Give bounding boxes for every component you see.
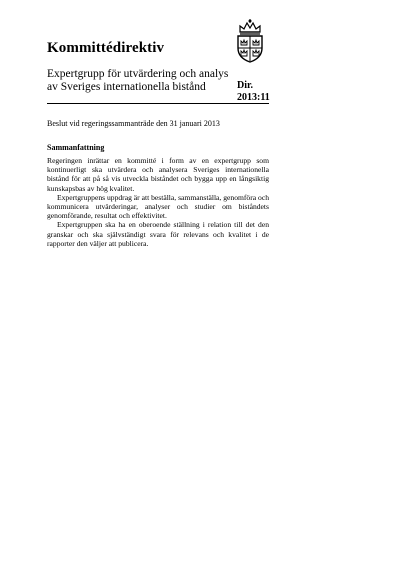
directive-label: Dir.: [237, 80, 254, 91]
swedish-coat-of-arms-icon: [232, 18, 268, 64]
directive-number: 2013:11: [237, 91, 270, 103]
summary-paragraph: Regeringen inrättar en kommitté i form av en expertgrupp som kontinuerligt ska utvärdera och analysera Sveriges internationella bistånd för att på så vis utveckla biståndet och bygga upp en långsiktig kunskapsbas av hög kvalitet.: [47, 156, 269, 193]
document-type-title: Kommittédirektiv: [47, 40, 165, 56]
summary-heading: Sammanfattning: [47, 143, 105, 152]
subject-line: av Sveriges internationella bistånd: [47, 80, 206, 93]
subject-line: Expertgrupp för utvärdering och analys: [47, 68, 229, 80]
summary-paragraph: Expertgruppen ska ha en oberoende ställning i relation till det den granskar och ska självständigt svara för relevans och kvalitet i de rapporter den väljer att publicera.: [47, 220, 269, 248]
decision-statement: Beslut vid regeringssammanträde den 31 januari 2013: [47, 119, 220, 128]
directive-subject: [47, 68, 232, 93]
header-divider: [47, 103, 269, 104]
directive-number-block: [237, 80, 270, 103]
summary-paragraph: Expertgruppens uppdrag är att beställa, sammanställa, genomföra och kommunicera utvärderingar, analyser och studier om biståndets genomförande, resultat och effektivitet.: [47, 192, 269, 221]
summary-body: [47, 156, 269, 248]
